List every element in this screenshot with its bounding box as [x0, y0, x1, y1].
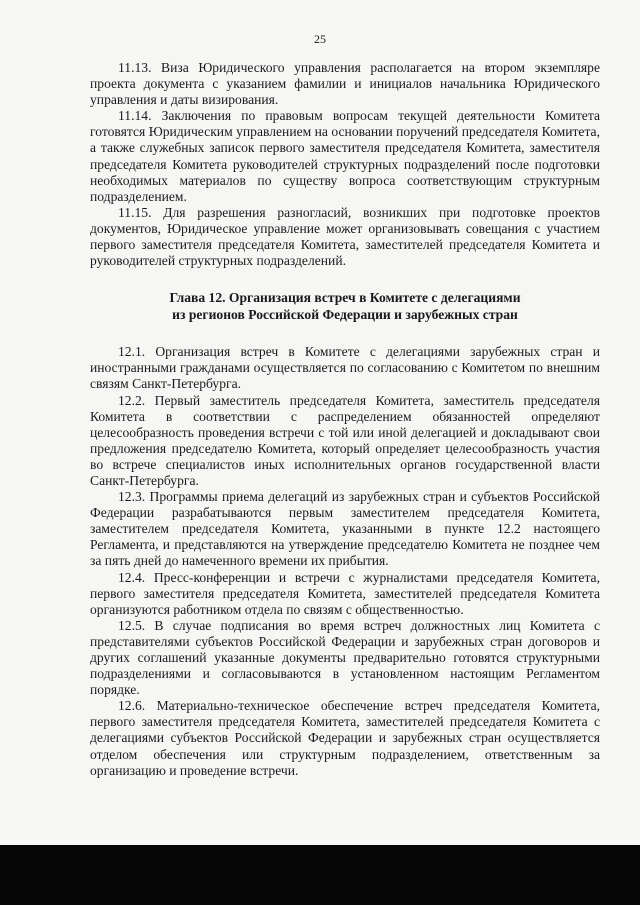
document-body: [90, 60, 600, 779]
paragraph-12-4: 12.4. Пресс-конференции и встречи с журналистами председателя Комитета, первого заместителя председателя Комитета, заместителей председателя Комитета организуются работником отдела по связям с общественностью.: [90, 569, 600, 617]
chapter-heading-line-2: из регионов Российской Федерации и зарубежных стран: [172, 307, 518, 323]
page-number: 25: [314, 32, 326, 46]
scan-bottom-edge: [0, 845, 640, 905]
paragraph-11-15: 11.15. Для разрешения разногласий, возникших при подготовке проектов документов, Юридическое управление может организовывать совещания с участием первого заместителя председателя Комитета, заместителей председателя Комитета и руководителей структурных подразделений.: [90, 204, 600, 269]
paragraph-12-6: 12.6. Материально-техническое обеспечение встреч председателя Комитета, первого заместителя председателя Комитета, заместителей председателя Комитета с делегациями субъектов Российской Федерации и зарубежных стран осуществляется отделом обеспечения или структурным подразделением, ответственным за организацию и проведение встречи.: [90, 698, 600, 778]
paragraph-12-2: 12.2. Первый заместитель председателя Комитета, заместитель председателя Комитета в соответствии с распределением обязанностей определяют целесообразность проведения встречи с той или иной делегацией и докладывают свои предложения председателю Комитета, который определяет целесообразность участия во встрече специалистов иных исполнительных органов государственной власти Санкт-Петербурга.: [90, 392, 600, 488]
paragraph-11-13: 11.13. Виза Юридического управления располагается на втором экземпляре проекта документа с указанием фамилии и инициалов начальника Юридического управления и даты визирования.: [90, 60, 600, 108]
chapter-heading: [90, 289, 600, 323]
paragraph-12-1: 12.1. Организация встреч в Комитете с делегациями зарубежных стран и иностранными гражданами осуществляется по согласованию с Комитетом по внешним связям Санкт-Петербурга.: [90, 344, 600, 392]
chapter-heading-line-1: Глава 12. Организация встреч в Комитете с делегациями: [169, 290, 521, 306]
paragraph-11-14: 11.14. Заключения по правовым вопросам текущей деятельности Комитета готовятся Юридическим управлением на основании поручений председателя Комитета, а также служебных записок первого заместителя председателя Комитета, заместителя председателя Комитета руководителей структурных подразделений после подготовки необходимых материалов по существу вопроса соответствующим структурным подразделением.: [90, 108, 600, 204]
paragraph-12-3: 12.3. Программы приема делегаций из зарубежных стран и субъектов Российской Федерации разрабатываются первым заместителем председателя Комитета, заместителем председателя Комитета, указанными в пункте 12.2 настоящего Регламента, и представляются на утверждение председателю Комитета не позднее чем за пять дней до намеченного времени их прибытия.: [90, 489, 600, 569]
paragraph-12-5: 12.5. В случае подписания во время встреч должностных лиц Комитета с представителями субъектов Российской Федерации и зарубежных стран договоров и других соглашений указанные документы предварительно готовятся структурными подразделениями и согласовываются в установленном настоящим Регламентом порядке.: [90, 617, 600, 698]
